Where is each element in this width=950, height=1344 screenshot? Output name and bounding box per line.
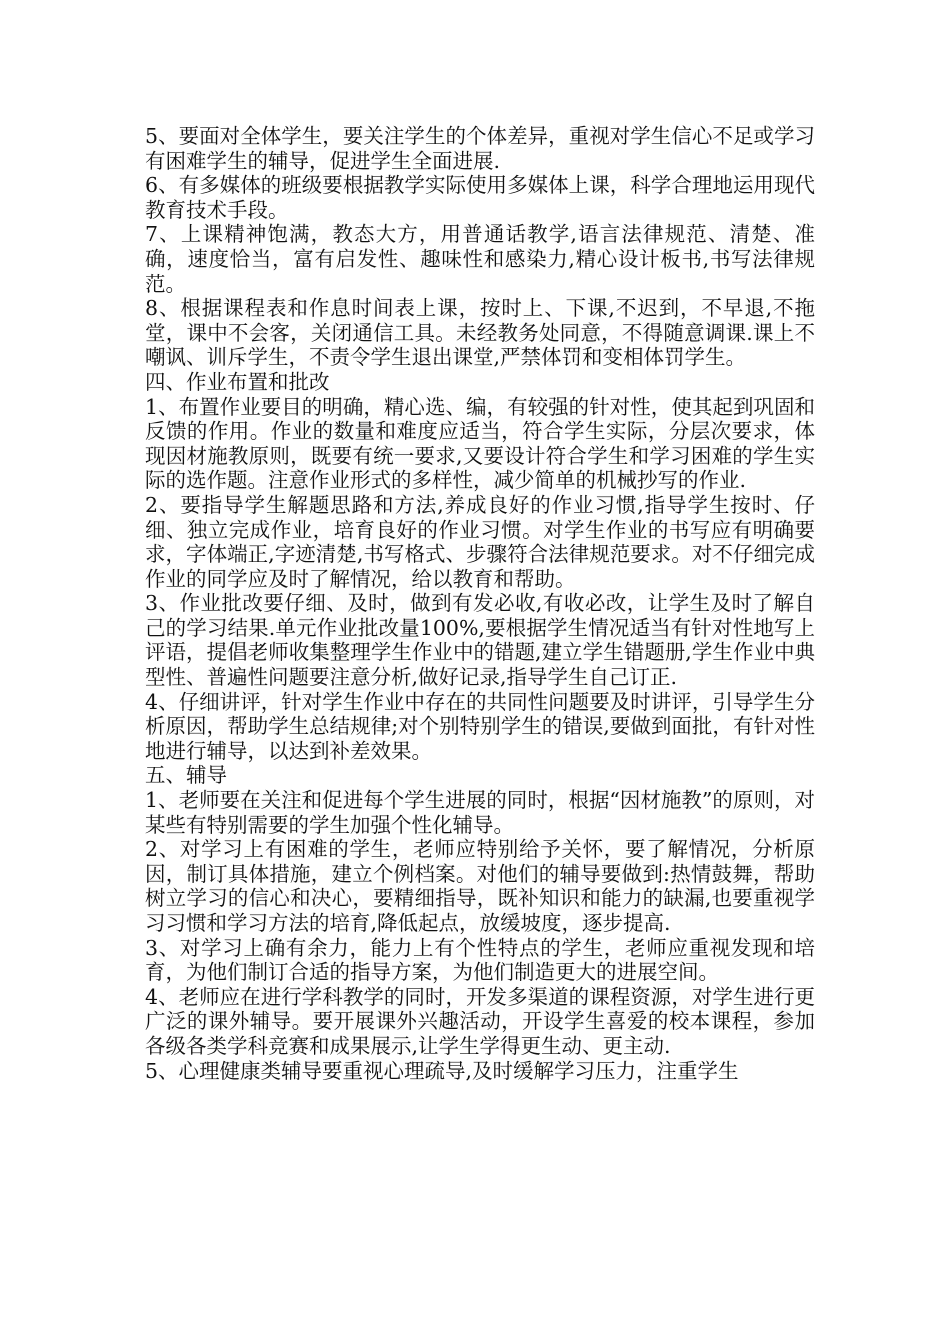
paragraph-teaching-8: 8、根据课程表和作息时间表上课，按时上、下课,不迟到，不早退,不拖堂，课中不会客，关闭通信工具。未经教务处同意，不得随意调课.课上不嘲讽、训斥学生，不责令学生退出课堂,严禁体罚和变相体罚学生。 <box>145 296 815 370</box>
paragraph-homework-1: 1、布置作业要目的明确，精心选、编，有较强的针对性，使其起到巩固和反馈的作用。作业的数量和难度应适当，符合学生实际，分层次要求，体现因材施教原则，既要有统一要求,又要设计符合学生和学习困难的学生实际的选作题。注意作业形式的多样性，减少简单的机械抄写的作业. <box>145 394 815 493</box>
paragraph-teaching-7: 7、上课精神饱满，教态大方，用普通话教学,语言法律规范、清楚、准确，速度恰当，富有启发性、趣味性和感染力,精心设计板书,书写法律规范。 <box>145 222 815 296</box>
paragraph-teaching-5: 5、要面对全体学生，要关注学生的个体差异，重视对学生信心不足或学习有困难学生的辅导，促进学生全面进展. <box>145 124 815 173</box>
paragraph-tutoring-1: 1、老师要在关注和促进每个学生进展的同时，根据“因材施教”的原则，对某些有特别需要的学生加强个性化辅导。 <box>145 788 815 837</box>
paragraph-teaching-6: 6、有多媒体的班级要根据教学实际使用多媒体上课，科学合理地运用现代教育技术手段。 <box>145 173 815 222</box>
paragraph-homework-2: 2、要指导学生解题思路和方法,养成良好的作业习惯,指导学生按时、仔细、独立完成作业，培育良好的作业习惯。对学生作业的书写应有明确要求，字体端正,字迹清楚,书写格式、步骤符合法律规范要求。对不仔细完成作业的同学应及时了解情况，给以教育和帮助。 <box>145 492 815 591</box>
paragraph-tutoring-2: 2、对学习上有困难的学生，老师应特别给予关怀，要了解情况，分析原因，制订具体措施，建立个例档案。对他们的辅导要做到:热情鼓舞，帮助树立学习的信心和决心，要精细指导，既补知识和能力的缺漏,也要重视学习习惯和学习方法的培育,降低起点，放缓坡度，逐步提高. <box>145 837 815 935</box>
paragraph-tutoring-3: 3、对学习上确有余力，能力上有个性特点的学生，老师应重视发现和培育，为他们制订合适的指导方案，为他们制造更大的进展空间。 <box>145 935 815 985</box>
paragraph-tutoring-4: 4、老师应在进行学科教学的同时，开发多渠道的课程资源，对学生进行更广泛的课外辅导。要开展课外兴趣活动，开设学生喜爱的校本课程，参加各级各类学科竞赛和成果展示,让学生学得更生动、更主动. <box>145 984 815 1058</box>
document-page <box>145 124 815 1083</box>
paragraph-homework-3: 3、作业批改要仔细、及时，做到有发必收,有收必改，让学生及时了解自己的学习结果.单元作业批改量100%,要根据学生情况适当有针对性地写上评语，提倡老师收集整理学生作业中的错题,建立学生错题册,学生作业中典型性、普遍性问题要注意分析,做好记录,指导学生自己订正. <box>145 591 815 690</box>
section-heading-homework: 四、作业布置和批改 <box>145 369 330 394</box>
paragraph-homework-4: 4、仔细讲评，针对学生作业中存在的共同性问题要及时讲评，引导学生分析原因，帮助学生总结规律;对个别特别学生的错误,要做到面批，有针对性地进行辅导，以达到补差效果。 <box>145 689 815 763</box>
paragraph-tutoring-5: 5、心理健康类辅导要重视心理疏导,及时缓解学习压力，注重学生 <box>145 1058 739 1083</box>
section-heading-tutoring: 五、辅导 <box>145 763 227 788</box>
